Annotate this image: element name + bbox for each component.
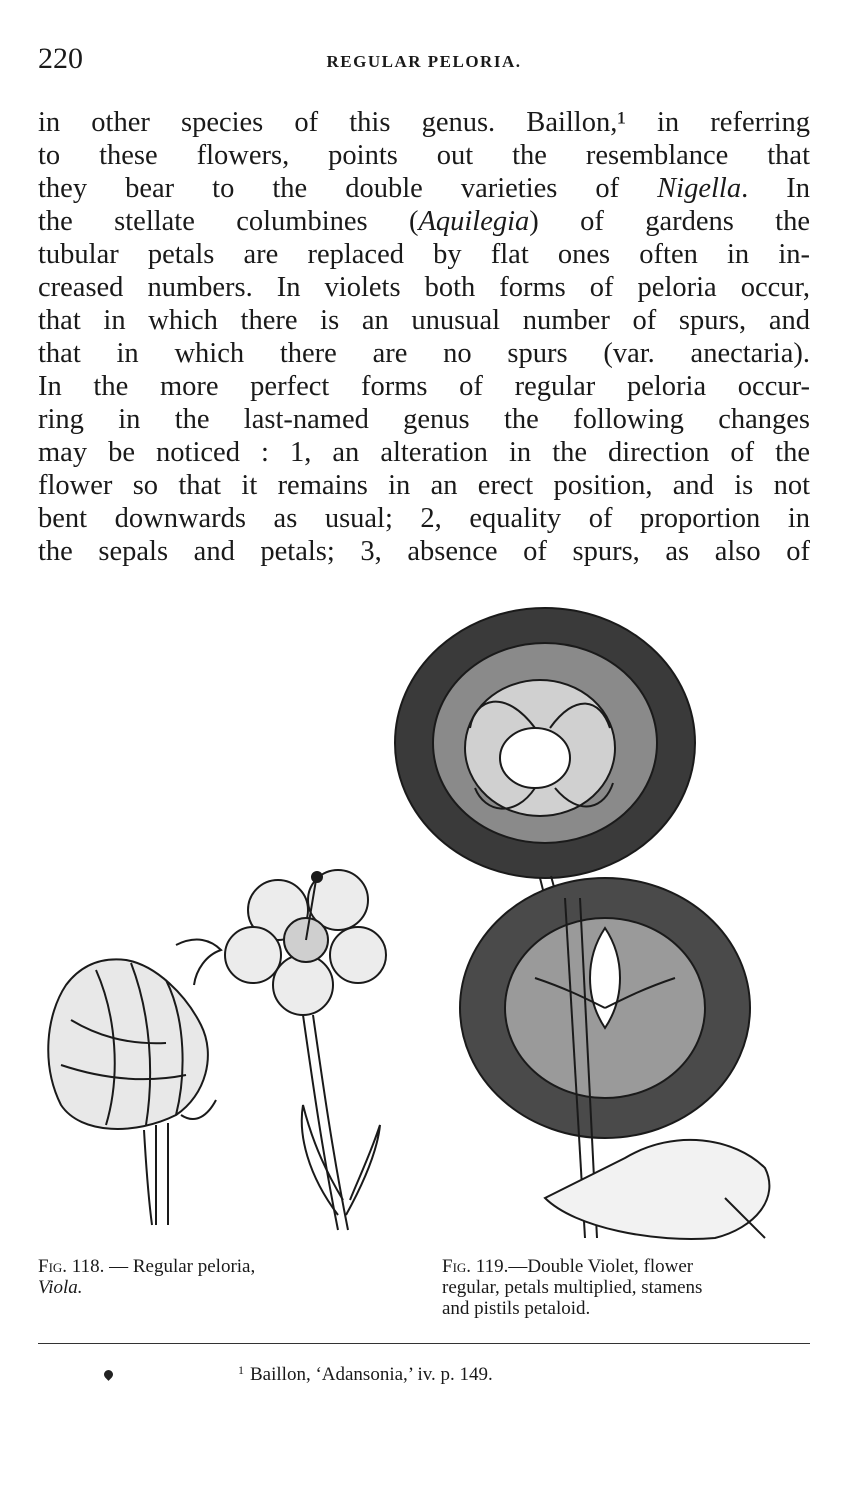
italic-genus-name: Nigella	[657, 173, 742, 204]
footnote	[238, 1363, 493, 1386]
body-line: the stellate columbines (Aquilegia) of gardens the	[38, 206, 810, 237]
body-line: ring in the last-named genus the following changes	[38, 404, 810, 435]
body-line: creased numbers. In violets both forms of peloria occur,	[38, 272, 810, 303]
page-header	[38, 42, 810, 82]
page-number: 220	[38, 42, 83, 75]
fig118-caption	[38, 1256, 406, 1298]
body-line: In the more perfect forms of regular peloria occur-	[38, 371, 810, 402]
fig119-caption-line1: —Double Violet, flower	[508, 1256, 694, 1277]
fig118-caption-line1: — Regular peloria,	[109, 1256, 256, 1277]
italic-genus-name: Aquilegia	[418, 206, 530, 237]
body-line: bent downwards as usual; 2, equality of proportion in	[38, 503, 810, 534]
body-text	[38, 106, 810, 568]
fig119-label: Fig. 119.	[442, 1256, 509, 1277]
body-line: they bear to the double varieties of Nigella. In	[38, 173, 810, 204]
body-line: tubular petals are replaced by flat ones often in in-	[38, 239, 810, 270]
body-line: the sepals and petals; 3, absence of spurs, as also of	[38, 536, 810, 567]
fig119-caption	[442, 1256, 810, 1319]
body-line: may be noticed : 1, an alteration in the direction of the	[38, 437, 810, 468]
body-line: to these flowers, points out the resemblance that	[38, 140, 810, 171]
body-line: in other species of this genus. Baillon,¹ in referring	[38, 107, 810, 138]
ink-mark-icon	[102, 1368, 115, 1381]
fig118-bud-illustration	[36, 925, 236, 1235]
body-line: flower so that it remains in an erect position, and is not	[38, 470, 810, 501]
fig119-caption-line3: and pistils petaloid.	[442, 1298, 591, 1319]
body-line: that in which there is an unusual number of spurs, and	[38, 305, 810, 336]
fig118-flower-illustration	[218, 855, 398, 1235]
footnote-divider	[38, 1343, 810, 1344]
footnote-marker: 1	[238, 1363, 244, 1377]
fig118-caption-line2: Viola.	[38, 1277, 83, 1298]
fig119-double-violet-illustration	[385, 598, 810, 1246]
body-line: that in which there are no spurs (var. anectaria).	[38, 338, 810, 369]
footnote-text: Baillon, ‘Adansonia,’ iv. p. 149.	[250, 1364, 493, 1385]
running-title: REGULAR PELORIA.	[326, 52, 522, 71]
fig118-label: Fig. 118.	[38, 1256, 105, 1277]
fig119-caption-line2: regular, petals multiplied, stamens	[442, 1277, 703, 1298]
